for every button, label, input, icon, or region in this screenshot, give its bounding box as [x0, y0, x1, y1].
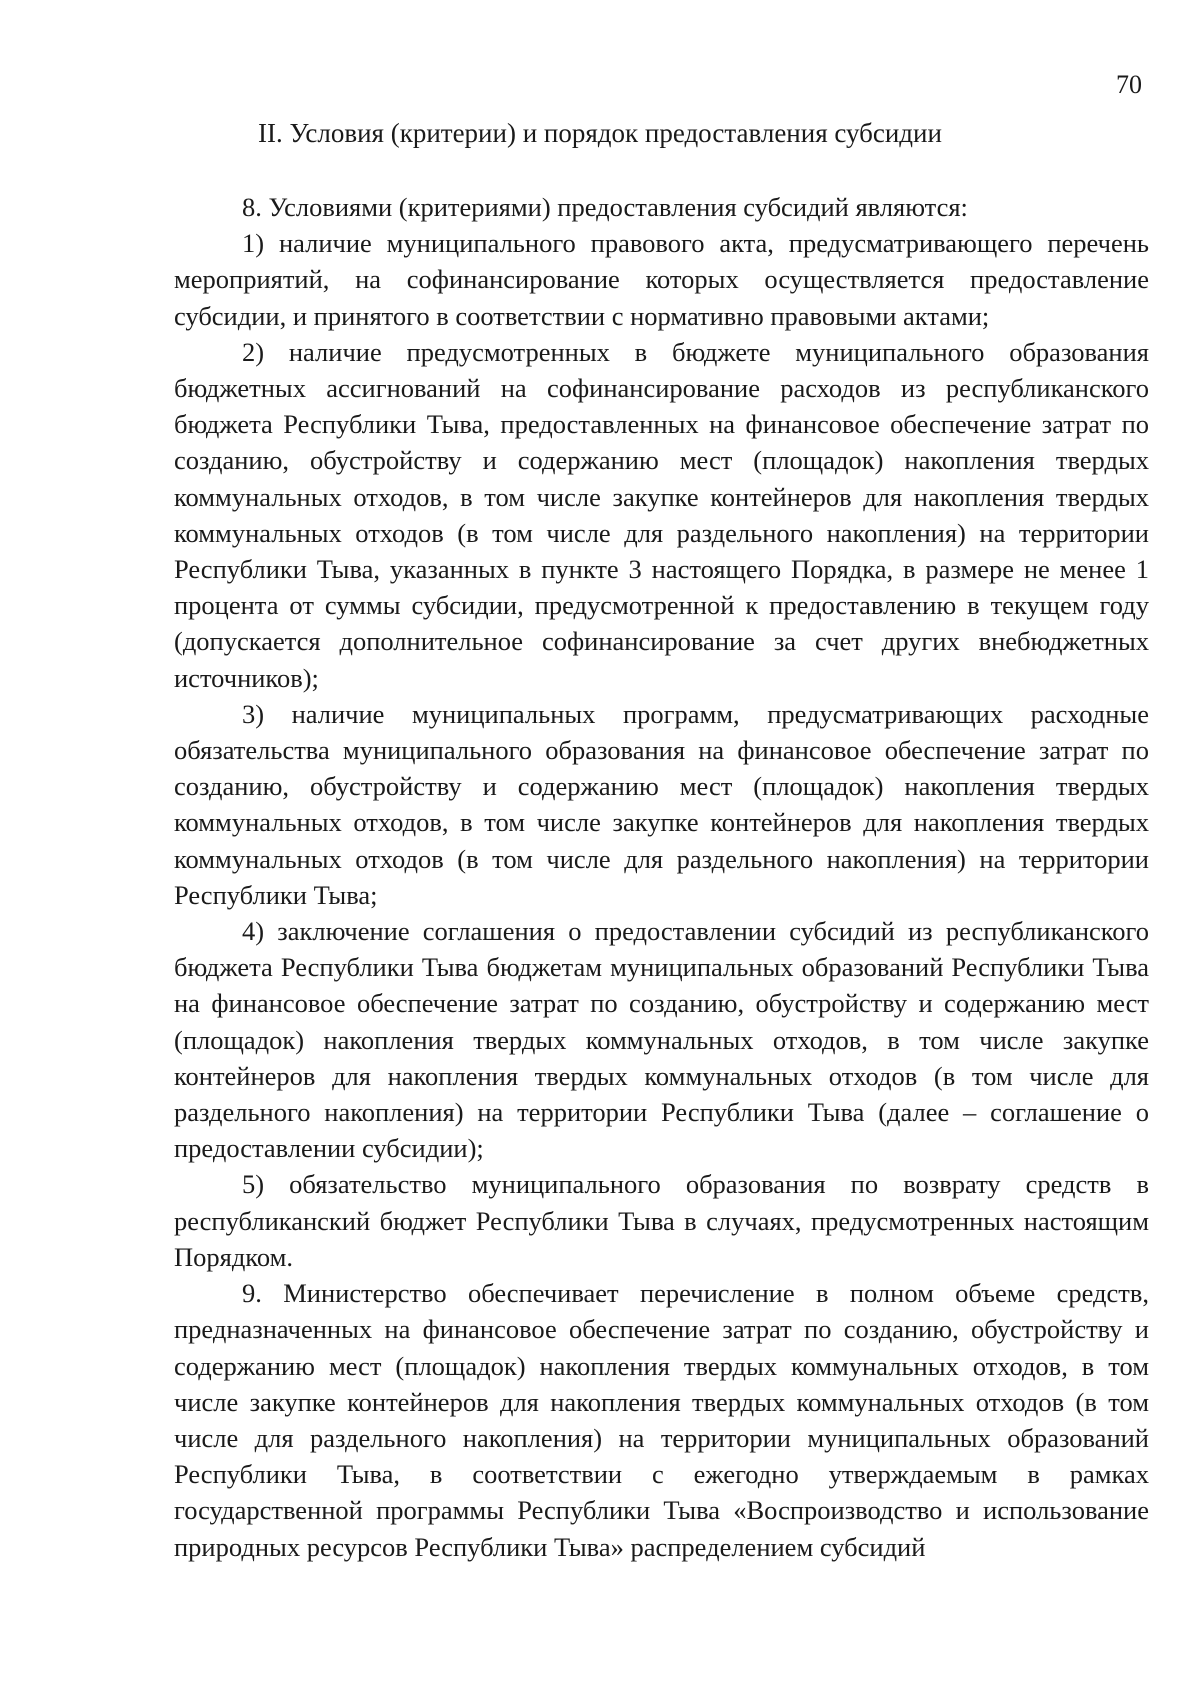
paragraph-8-item-5: 5) обязательство муниципального образования по возврату средств в республиканский бюджет Республики Тыва в случаях, предусмотренных настоящим Порядком.: [174, 1169, 1149, 1272]
page-number: 70: [1116, 70, 1142, 99]
section-title: II. Условия (критерии) и порядок предоставления субсидии: [258, 118, 942, 148]
paragraph-8-item-3: 3) наличие муниципальных программ, предусматривающих расходные обязательства муниципального образования на финансовое обеспечение затрат по созданию, обустройству и содержанию мест (площадок) накопления твердых коммунальных отходов, в том числе закупке контейнеров для накопления твердых коммунальных отходов (в том числе для раздельного накопления) на территории Республики Тыва;: [174, 698, 1149, 910]
document-body: [174, 189, 1149, 1565]
paragraph-8-item-4: 4) заключение соглашения о предоставлении субсидий из республиканского бюджета Республики Тыва бюджетам муниципальных образований Республики Тыва на финансовое обеспечение затрат по созданию, обустройству и содержанию мест (площадок) накопления твердых коммунальных отходов, в том числе закупке контейнеров для накопления твердых коммунальных отходов (в том числе для раздельного накопления) на территории Республики Тыва (далее – соглашение о предоставлении субсидии);: [174, 916, 1149, 1164]
paragraph-8-item-2: 2) наличие предусмотренных в бюджете муниципального образования бюджетных ассигнований на софинансирование расходов из республиканского бюджета Республики Тыва, предоставленных на финансовое обеспечение затрат по созданию, обустройству и содержанию мест (площадок) накопления твердых коммунальных отходов, в том числе закупке контейнеров для накопления твердых коммунальных отходов (в том числе для раздельного накопления) на территории Республики Тыва, указанных в пункте 3 настоящего Порядка, в размере не менее 1 процента от суммы субсидии, предусмотренной к предоставлению в текущем году (допускается дополнительное софинансирование за счет других внебюджетных источников);: [174, 336, 1149, 693]
paragraph-8: 8. Условиями (критериями) предоставления субсидий являются:: [242, 192, 968, 222]
paragraph-8-item-1: 1) наличие муниципального правового акта, предусматривающего перечень мероприятий, на софинансирование которых осуществляется предоставление субсидии, и принятого в соответствии с нормативно правовыми актами;: [174, 228, 1149, 331]
paragraph-9: 9. Министерство обеспечивает перечисление в полном объеме средств, предназначенных на финансовое обеспечение затрат по созданию, обустройству и содержанию мест (площадок) накопления твердых коммунальных отходов, в том числе закупке контейнеров для накопления твердых коммунальных отходов (в том числе для раздельного накопления) на территории муниципальных образований Республики Тыва, в соответствии с ежегодно утверждаемым в рамках государственной программы Республики Тыва «Воспроизводство и использование природных ресурсов Республики Тыва» распределением субсидий: [174, 1278, 1149, 1562]
